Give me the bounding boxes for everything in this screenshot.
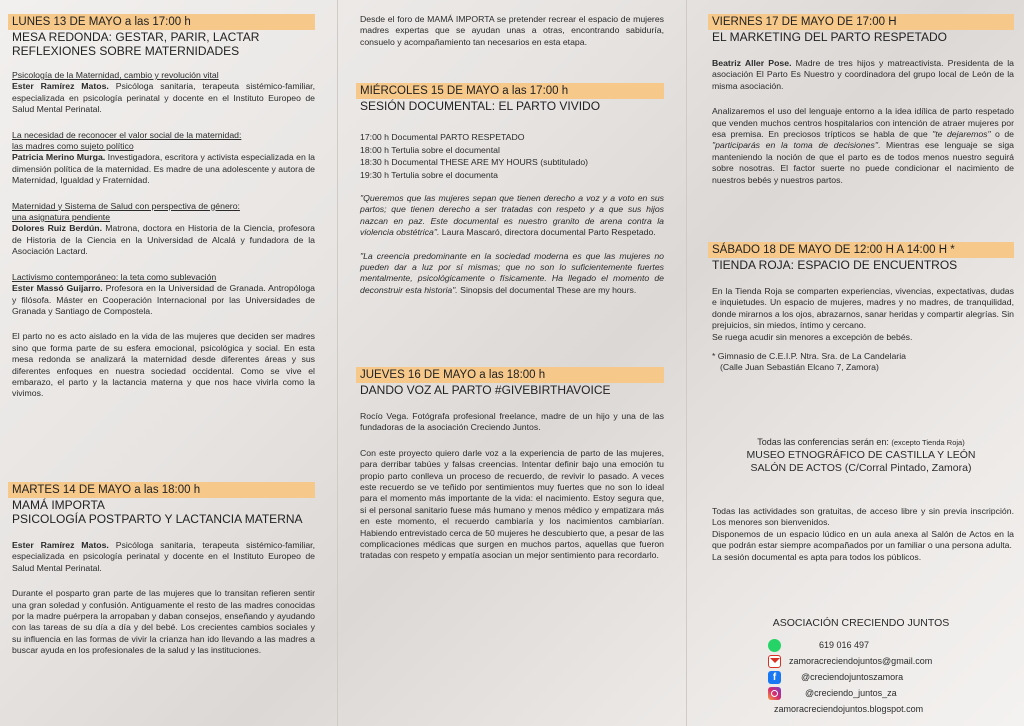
section-header: VIERNES 17 DE MAYO DE 17:00 H <box>708 14 1014 30</box>
topic-title: una asignatura pendiente <box>12 212 111 223</box>
general-info <box>708 506 1014 563</box>
section-header: MIÉRCOLES 15 DE MAYO a las 17:00 h <box>356 83 664 99</box>
section-sabado <box>708 242 1014 374</box>
section-martes <box>8 482 315 657</box>
speaker-bio: Investigadora, escritora y activista especializada en la dimensión política de la maternidad. Es madre de una adolescente y autora de Maternidad, Igualdad y Fraternidad. <box>12 152 315 186</box>
fold-line-2 <box>686 0 687 726</box>
section-description: El parto no es acto aislado en la vida de las mujeres que deciden ser madres sino que forma parte de su esfera emocional, psicológica y social. En esta mesa redonda se analizará la maternidad desde diferentes áreas y sus diferentes enfoques en nuestra sociedad occidental. Como se vive el embarazo, el parto y la lactancia materna y que nos hace vivirla como la vivimos. <box>12 331 315 399</box>
quote-source: Laura Mascaró, directora documental Parto Respetado. <box>439 227 656 238</box>
contact-list <box>768 637 988 717</box>
topic-title: Maternidad y Sistema de Salud con perspectiva de género: <box>12 200 240 211</box>
section-description: Con este proyecto quiero darle voz a la experiencia de parto de las mujeres, para derribar tabúes y falsas creencias. Intentar definir bajo una emoción tu propio parto conlleva un proceso de recuerdo, de revivir lo pasado. A veces este recuerdo se ve teñido por sentimientos muy fuertes que no son lo ideal para el momento más importante de la vida: el nacimiento. Estoy segura que, si el personal sanitario fuese más humano y menos médico y empatizara más en este momento, el recuerdo cambiaría y los nacimientos cambiarían. Habiendo entrevistado cerca de 50 mujeres he descubierto que, a pesar de las complicaciones médicas que surgen en muchos partos, aquellas que fueron tratadas con respeto y empatía asocian un mejor sentimiento para recordarlo. <box>360 447 664 561</box>
contact-blog[interactable]: zamoracreciendojuntos.blogspot.com <box>774 704 924 714</box>
schedule-item: 19:30 h Tertulia sobre el documenta <box>360 169 498 180</box>
speaker-bio: Profesora en la Universidad de Granada. Antropóloga y filósofa. Máster en Cooperación Internacional por las Universidades de Granada y Santiago de Compostela. <box>12 283 315 316</box>
venue-exception: (excepto Tienda Roja) <box>891 438 965 447</box>
section-header: SÁBADO 18 DE MAYO DE 12:00 H A 14:00 H * <box>708 242 1014 258</box>
venue-line: * Gimnasio de C.E.I.P. Ntra. Sra. de La Candelaria <box>712 351 906 362</box>
venue-line: (Calle Juan Sebastián Elcano 7, Zamora) <box>720 362 879 373</box>
speaker-name: Ester Ramírez Matos. <box>12 81 109 92</box>
speaker-bio: Psicóloga sanitaria, terapeuta sistémico-familiar, especializada en psicología perinatal y docente en el Instituto Europeo de Salud Mental Perinatal. <box>12 540 315 573</box>
section-title: EL MARKETING DEL PARTO RESPETADO <box>712 30 947 44</box>
section-title: MAMÁ IMPORTA <box>12 498 105 512</box>
info-paragraph: La sesión documental es apta para todos los públicos. <box>712 551 922 562</box>
quote-text: "La creencia predominante en la sociedad moderna es que las mujeres no pueden dar a luz por sí mismas; que no son lo suficientemente fuertes mentalmente, psicológicamente o físicamente. Ha llegado el momento de deconstruir esta historia". <box>360 250 664 295</box>
instagram-icon <box>768 687 781 700</box>
speaker-name: Ester Massó Guijarro. <box>12 283 103 294</box>
org-name: ASOCIACIÓN CRECIENDO JUNTOS <box>772 617 950 629</box>
gmail-icon <box>768 655 781 668</box>
column-right <box>708 0 1014 726</box>
speaker-name: Patricia Merino Murga. <box>12 152 106 163</box>
venue-info <box>708 436 1014 475</box>
section-title: SESIÓN DOCUMENTAL: EL PARTO VIVIDO <box>360 99 601 113</box>
venue-name: MUSEO ETNOGRÁFICO DE CASTILLA Y LEÓN <box>746 449 976 461</box>
fold-line-1 <box>337 0 338 726</box>
topic-title: las madres como sujeto político <box>12 141 134 152</box>
schedule-item: 17:00 h Documental PARTO RESPETADO <box>360 132 525 142</box>
section-header: MARTES 14 DE MAYO a las 18:00 h <box>8 482 315 498</box>
contact-instagram[interactable]: @creciendo_juntos_za <box>768 685 988 701</box>
speaker-name: Beatriz Aller Pose. <box>712 58 792 68</box>
contact-email[interactable]: zamoracreciendojuntos@gmail.com <box>768 653 988 669</box>
venue-intro: Todas las conferencias serán en: <box>757 437 892 447</box>
column-left <box>8 0 315 726</box>
section-subtitle: REFLEXIONES SOBRE MATERNIDADES <box>12 44 240 58</box>
section-miercoles <box>356 83 664 296</box>
contact-facebook[interactable]: f @creciendojuntoszamora <box>768 669 988 685</box>
info-paragraph: Disponemos de un espacio lúdico en un aula anexa al Salón de Actos en la que podrán estar siempre acompañados por un familiar o una persona adulta. <box>712 528 1014 551</box>
speaker-name: Ester Ramírez Matos. <box>12 540 109 550</box>
section-subtitle: PSICOLOGÍA POSTPARTO Y LACTANCIA MATERNA <box>12 512 303 526</box>
topic-title: La necesidad de reconocer el valor social de la maternidad: <box>12 129 242 140</box>
speaker-bio: Madre de tres hijos y matreactivista. Presidenta de la asociación El Parto Es Nuestro y coordinadora del grupo local de León de la misma asociación. <box>712 58 1014 91</box>
section-description: Analizaremos el uso del lenguaje entorno a la idea idílica de parto respetado que venden muchos centros hospitalarios con intención de atraer mujeres por esa premisa. En preciosos trípticos se habla de que "te dejaremos" o de "participarás en la toma de decisiones". Mientras ese lenguaje se siga manteniendo la noción de que el parto es de todos menos nuestro seguirá sobre nosotras. El factor suerte no puede condicionar el nacimiento de nuestros bebés y nuestros partos. <box>712 106 1014 185</box>
section-header: JUEVES 16 DE MAYO a las 18:00 h <box>356 367 664 383</box>
section-title: MESA REDONDA: GESTAR, PARIR, LACTAR <box>12 30 260 44</box>
section-header: LUNES 13 DE MAYO a las 17:00 h <box>8 14 315 30</box>
speaker-bio: Matrona, doctora en Historia de la Ciencia, profesora de Historia de la Ciencia en la Universidad de Alcalá y fundadora de la Asociación Lactard. <box>12 223 315 257</box>
column-middle <box>356 0 664 726</box>
section-description: Durante el posparto gran parte de las mujeres que lo transitan refieren sentir una gran soledad y confusión. Antiguamente el resto de las madres conocidas por la madre puérpera la arropaban y daban consejos, enseñando y ayudando con las tareas de su día a día y del bebé. Los crecientes cambios sociales y su influencia en las formas de vivir la crianza han ido llevando a las madres a buscar ayuda en los profesionales de la salud y las instituciones. <box>12 588 315 656</box>
speaker-name: Dolores Ruiz Berdún. <box>12 223 103 234</box>
topic-title: Psicología de la Maternidad, cambio y revolución vital <box>12 70 219 80</box>
section-viernes <box>708 14 1014 186</box>
quote-source: Sinopsis del documental These are my hours. <box>457 284 637 295</box>
section-note: Se ruega acudir sin menores a excepción de bebés. <box>712 331 913 342</box>
intro-paragraph: Desde el foro de MAMÁ IMPORTA se pretender recrear el espacio de mujeres madres expertas que se ayudan unas a otras, encontrando sabiduría, consuelo y acompañamiento tan necesarios en esta etapa. <box>360 14 664 47</box>
section-title: DANDO VOZ AL PARTO #GIVEBIRTHAVOICE <box>360 383 611 397</box>
speaker-bio: Psicóloga sanitaria, terapeuta sistémico-familiar, especializada en psicología perinatal y docente en el Instituto Europeo de Salud Mental Perinatal. <box>12 81 315 115</box>
schedule-item: 18:30 h Documental THESE ARE MY HOURS (subtitulado) <box>360 157 589 167</box>
section-lunes <box>8 14 315 400</box>
section-description: En la Tienda Roja se comparten experiencias, vivencias, expectativas, dudas e inquietudes. Un espacio de mujeres, madres y no madres, de tranquilidad, donde mirarnos a los ojos, abrazarnos, sanar heridas y compartir alegrías. Sin prejuicios, sin miedos, íntimo y cercano. <box>712 286 1014 331</box>
contact-phone: 619 016 497 <box>768 637 988 653</box>
whatsapp-icon <box>768 639 781 652</box>
section-title: TIENDA ROJA: ESPACIO DE ENCUENTROS <box>712 258 958 272</box>
quote-text: "Queremos que las mujeres sepan que tienen derecho a voz y a voto en sus partos; que tienen derecho a ser tratadas con respeto y a que sus hijos nazcan en paz. Este documental es nuestro granito de arena contra la violencia obstétrica". <box>360 193 664 238</box>
speaker-bio: Rocío Vega. Fotógrafa profesional freelance, madre de un hijo y una de las fundadoras de la asociación Creciendo Juntos. <box>360 411 664 433</box>
topic-title: Lactivismo contemporáneo: la teta como sublevación <box>12 271 217 282</box>
facebook-icon: f <box>768 671 781 684</box>
venue-room: SALÓN DE ACTOS (C/Corral Pintado, Zamora) <box>750 462 972 474</box>
schedule-item: 18:00 h Tertulia sobre el documental <box>360 144 500 155</box>
section-jueves <box>356 367 664 562</box>
info-paragraph: Todas las actividades son gratuitas, de acceso libre y sin previa inscripción. Los menores son bienvenidos. <box>712 506 1014 528</box>
